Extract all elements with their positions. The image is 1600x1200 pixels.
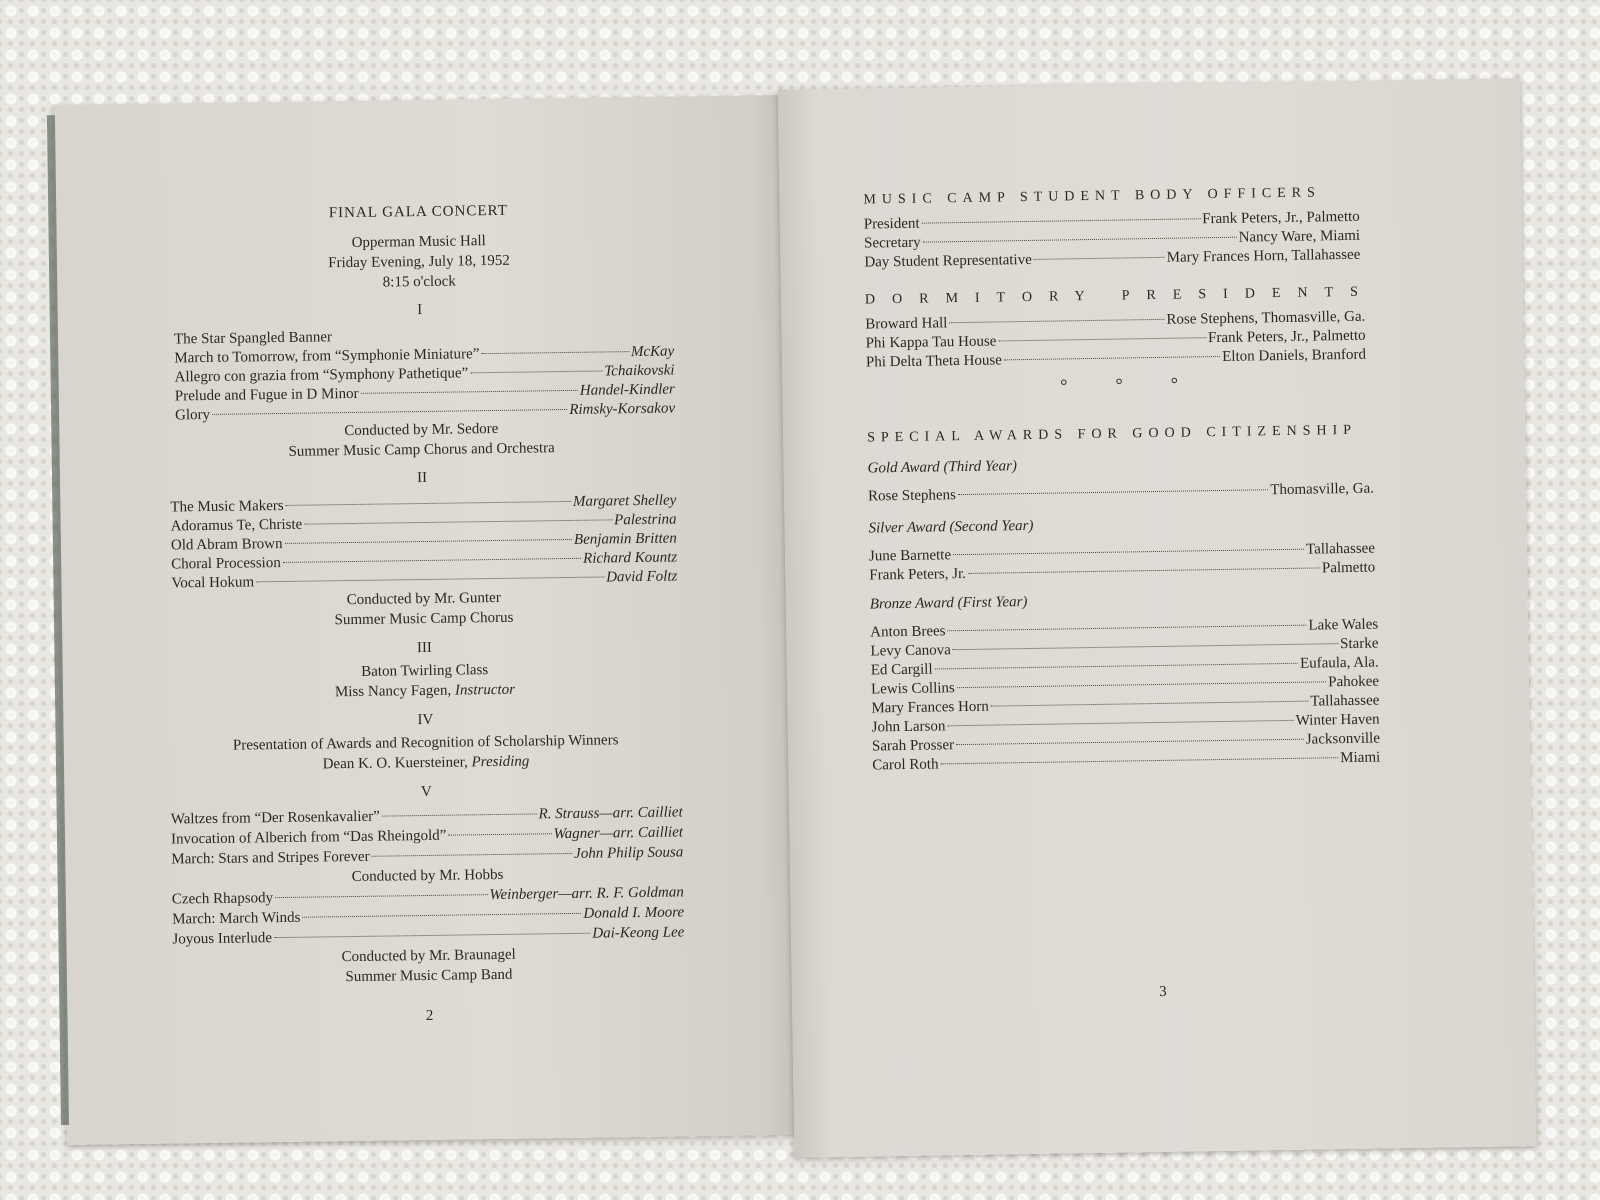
dot-leader: [953, 643, 1338, 650]
dot-leader: [286, 501, 571, 506]
recipient-name: June Barnette: [868, 547, 952, 565]
piece-title: Old Abram Brown: [170, 535, 283, 554]
dorm-hall: Broward Hall: [865, 315, 948, 333]
bronze-award-label: Bronze Award (First Year): [869, 594, 1028, 613]
composer: McKay: [630, 343, 675, 361]
dot-leader: [304, 519, 612, 524]
recipient-town: Winter Haven: [1295, 711, 1380, 729]
dot-leader: [302, 913, 581, 918]
composer: Benjamin Britten: [573, 530, 677, 548]
presider-role: Presiding: [471, 753, 530, 771]
conductor-credit: Conducted by Mr. Hobbs: [351, 866, 504, 886]
ensemble-credit: Summer Music Camp Chorus: [334, 609, 514, 629]
instructor-role: Instructor: [454, 681, 516, 699]
award-row: [868, 481, 1374, 506]
dot-leader: [1034, 257, 1165, 260]
piece-title: Czech Rhapsody: [171, 890, 274, 908]
recipient-town: Palmetto: [1321, 559, 1376, 577]
conductor-credit: Conducted by Mr. Sedore: [344, 420, 499, 440]
piece-title: Invocation of Alberich from “Das Rheingold”: [170, 827, 447, 848]
composer: Margaret Shelley: [572, 492, 677, 510]
ensemble-credit: Summer Music Camp Chorus and Orchestra: [288, 440, 555, 460]
dot-leader: [372, 853, 573, 857]
recipient-town: Pahokee: [1328, 673, 1380, 691]
recipient-name: Ed Cargill: [870, 661, 933, 679]
composer: Wagner—arr. Cailliet: [553, 824, 684, 843]
piece-title: March: March Winds: [172, 909, 301, 928]
composer: Weinberger—arr. R. F. Goldman: [489, 884, 684, 904]
dorm-president: Rose Stephens, Thomasville, Ga.: [1166, 308, 1366, 328]
composer: Tchaikovski: [604, 362, 675, 380]
recipient-name: Carol Roth: [872, 756, 939, 774]
recipient-name: Mary Frances Horn: [871, 698, 989, 717]
officer-role: Secretary: [863, 234, 921, 252]
piece-title: The Star Spangled Banner: [173, 329, 333, 348]
piece-title: Joyous Interlude: [172, 930, 273, 948]
conductor-credit: Conducted by Mr. Braunagel: [341, 946, 516, 966]
ornament-dots: °°°: [1060, 372, 1227, 396]
composer: Donald I. Moore: [583, 904, 685, 922]
section-numeral-5: V: [420, 783, 432, 801]
recipient-town: Miami: [1340, 749, 1381, 767]
dot-leader: [948, 625, 1307, 632]
composer: David Foltz: [606, 568, 678, 586]
recipient-town: Lake Wales: [1308, 616, 1379, 634]
officer-role: President: [863, 215, 920, 233]
dot-leader: [953, 549, 1304, 556]
page-number: 2: [425, 1007, 434, 1025]
piece-title: Waltzes from “Der Rosenkavalier”: [170, 808, 380, 828]
officer-name: Mary Frances Horn, Tallahassee: [1166, 246, 1361, 266]
program-page-right: [778, 78, 1537, 1158]
composer: Rimsky-Korsakov: [569, 400, 676, 418]
dot-leader: [922, 218, 1201, 223]
officer-name: Nancy Ware, Miami: [1238, 227, 1361, 246]
piece-title: The Music Makers: [170, 497, 284, 516]
silver-award-label: Silver Award (Second Year): [868, 517, 1034, 537]
piece-title: Glory: [175, 406, 211, 424]
composer: Palestrina: [614, 511, 677, 529]
awards-heading: SPECIAL AWARDS FOR GOOD CITIZENSHIP: [867, 422, 1358, 446]
dot-leader: [470, 370, 602, 373]
composer: John Philip Sousa: [573, 844, 684, 862]
recipient-town: Tallahassee: [1305, 540, 1376, 558]
recipient-town: Jacksonville: [1305, 730, 1381, 748]
recipient-name: Lewis Collins: [870, 680, 955, 698]
dot-leader: [448, 833, 551, 835]
piece-title: Prelude and Fugue in D Minor: [174, 385, 359, 405]
recipient-name: Sarah Prosser: [871, 737, 955, 755]
dot-leader: [382, 813, 537, 816]
composer: Richard Kountz: [583, 549, 678, 567]
dot-leader: [949, 319, 1164, 323]
instructor-name: Miss Nancy Fagen,: [334, 682, 456, 701]
dot-leader: [968, 567, 1320, 574]
composer: Dai-Keong Lee: [592, 924, 685, 942]
dot-leader: [283, 558, 581, 563]
officer-role: Day Student Representative: [864, 251, 1032, 271]
dot-leader: [285, 539, 572, 544]
dot-leader: [998, 337, 1206, 341]
gold-award-label: Gold Award (Third Year): [867, 458, 1018, 477]
section-line: Presentation of Awards and Recognition of Scholarship Winners: [232, 732, 619, 754]
dot-leader: [275, 894, 487, 898]
dot-leader: [941, 757, 1339, 764]
dorm-hall: Phi Delta Theta House: [865, 352, 1003, 371]
dot-leader: [956, 739, 1304, 745]
piece-title: March: Stars and Stripes Forever: [171, 848, 370, 868]
recipient-name: Rose Stephens: [867, 487, 957, 505]
recipient-town: Eufaula, Ala.: [1299, 654, 1379, 672]
recipient-town: Starke: [1339, 635, 1379, 653]
concert-venue: Opperman Music Hall: [351, 233, 486, 251]
recipient-name: Frank Peters, Jr.: [869, 565, 967, 584]
dot-leader: [947, 720, 1293, 726]
piece-title: Choral Procession: [171, 554, 281, 573]
dorm-president: Frank Peters, Jr., Palmetto: [1207, 327, 1366, 347]
dorm-president: Elton Daniels, Branford: [1222, 346, 1367, 365]
piece-title: Adoramus Te, Christe: [170, 516, 303, 535]
concert-time: 8:15 o'clock: [382, 273, 456, 291]
section-numeral-1: I: [417, 301, 423, 319]
section-numeral-4: IV: [417, 711, 434, 729]
dot-leader: [935, 663, 1298, 670]
recipient-town: Thomasville, Ga.: [1270, 480, 1375, 499]
recipient-name: John Larson: [871, 718, 946, 736]
piece-title: Allegro con grazia from “Symphony Pathetique”: [174, 365, 469, 386]
presider-name: Dean K. O. Kuersteiner,: [322, 754, 472, 773]
dot-leader: [274, 933, 590, 938]
composer: R. Strauss—arr. Cailliet: [538, 804, 683, 823]
dot-leader: [256, 576, 604, 582]
section-numeral-2: II: [416, 469, 428, 487]
section-numeral-3: III: [416, 639, 433, 657]
dormitory-heading: DORMITORY PRESIDENTS: [864, 284, 1375, 308]
concert-title: FINAL GALA CONCERT: [328, 202, 508, 222]
ensemble-credit: Summer Music Camp Band: [345, 966, 513, 986]
recipient-name: Anton Brees: [870, 623, 946, 641]
dot-leader: [1004, 356, 1220, 360]
dot-leader: [957, 681, 1326, 688]
dot-leader: [481, 351, 629, 354]
dot-leader: [958, 489, 1268, 495]
dot-leader: [923, 237, 1237, 243]
composer: Handel-Kindler: [579, 381, 675, 399]
concert-date: Friday Evening, July 18, 1952: [328, 252, 510, 272]
section-line: Baton Twirling Class: [361, 662, 489, 680]
recipient-name: Levy Canova: [870, 642, 951, 660]
program-page-left: [53, 95, 795, 1145]
officers-heading: MUSIC CAMP STUDENT BODY OFFICERS: [863, 185, 1322, 208]
conductor-credit: Conducted by Mr. Gunter: [346, 589, 501, 609]
dorm-hall: Phi Kappa Tau House: [865, 333, 997, 352]
piece-title: March to Tomorrow, from “Symphonie Miniature”: [174, 346, 480, 367]
dot-leader: [361, 390, 578, 394]
dot-leader: [991, 701, 1309, 707]
piece-title: Vocal Hokum: [171, 574, 255, 592]
dot-leader: [212, 409, 567, 415]
recipient-town: Tallahassee: [1310, 692, 1380, 710]
officer-name: Frank Peters, Jr., Palmetto: [1202, 208, 1360, 228]
page-number: 3: [1158, 983, 1167, 1001]
